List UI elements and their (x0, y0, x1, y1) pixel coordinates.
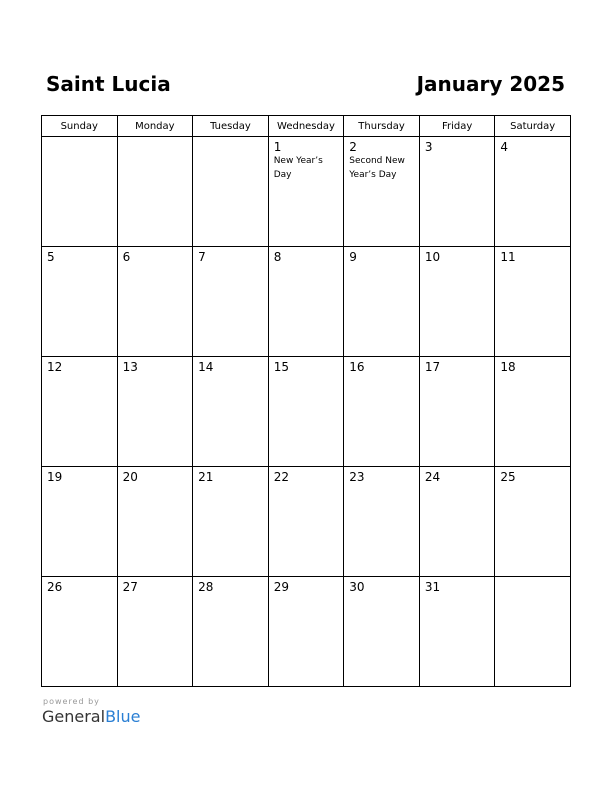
day-number: 31 (424, 580, 441, 594)
day-cell (42, 357, 118, 467)
day-number: 20 (122, 470, 138, 484)
day-number: 28 (198, 580, 214, 594)
day-cell (344, 137, 420, 247)
weekday-header-row (42, 116, 571, 137)
brand-name-general: General (42, 707, 106, 726)
week-row (42, 467, 571, 577)
country-title: Saint Lucia (46, 72, 171, 96)
day-number: 23 (349, 470, 365, 484)
day-cell (193, 467, 269, 577)
day-number (495, 577, 570, 580)
day-number: 6 (122, 250, 131, 264)
day-cell (495, 357, 571, 467)
holiday-label: Second New Year’s Day (349, 156, 405, 180)
weekday-header: Saturday (495, 116, 571, 137)
day-number: 2 (349, 140, 357, 154)
day-cell (42, 577, 118, 687)
day-cell (268, 137, 344, 247)
day-cell (495, 137, 571, 247)
day-cell (117, 137, 193, 247)
day-cell (268, 467, 344, 577)
day-number: 25 (500, 470, 516, 484)
day-number: 11 (500, 250, 516, 264)
day-number: 8 (273, 250, 282, 264)
day-cell (495, 577, 571, 687)
day-cell (495, 247, 571, 357)
day-cell (117, 357, 193, 467)
week-row (42, 247, 571, 357)
day-number: 9 (349, 250, 357, 264)
week-row (42, 357, 571, 467)
day-cell (344, 247, 420, 357)
day-cell (268, 577, 344, 687)
day-cell (193, 137, 269, 247)
day-number (193, 137, 268, 140)
powered-by-label: powered by (43, 697, 100, 706)
day-number: 16 (349, 360, 365, 374)
day-number: 15 (273, 360, 289, 374)
weekday-header: Friday (419, 116, 495, 137)
month-year-title: January 2025 (416, 72, 565, 96)
day-cell (268, 247, 344, 357)
day-number (118, 137, 193, 140)
weekday-header: Sunday (42, 116, 118, 137)
week-row (42, 137, 571, 247)
day-cell (419, 467, 495, 577)
day-cell (419, 247, 495, 357)
day-number: 21 (198, 470, 214, 484)
day-number: 27 (122, 580, 138, 594)
day-cell (344, 577, 420, 687)
day-number: 19 (47, 470, 63, 484)
day-number: 4 (500, 140, 509, 154)
day-number (42, 137, 117, 140)
day-cell (419, 137, 495, 247)
day-cell (193, 357, 269, 467)
brand-logo[interactable] (42, 707, 140, 727)
day-number: 18 (500, 360, 516, 374)
day-cell (42, 137, 118, 247)
day-cell (117, 577, 193, 687)
day-number: 5 (47, 250, 55, 264)
day-cell (268, 357, 344, 467)
week-row (42, 577, 571, 687)
day-number: 17 (424, 360, 441, 374)
calendar-grid (41, 115, 571, 687)
weekday-header: Thursday (344, 116, 420, 137)
weekday-header: Wednesday (268, 116, 344, 137)
day-cell (495, 467, 571, 577)
day-cell (117, 247, 193, 357)
day-number: 24 (424, 470, 441, 484)
day-number: 12 (47, 360, 63, 374)
day-number: 30 (349, 580, 365, 594)
day-number: 22 (273, 470, 289, 484)
brand-name-blue: Blue (105, 707, 141, 726)
day-cell (344, 357, 420, 467)
day-number: 26 (47, 580, 63, 594)
weekday-header: Tuesday (193, 116, 269, 137)
day-cell (344, 467, 420, 577)
day-cell (193, 247, 269, 357)
day-cell (419, 577, 495, 687)
day-number: 1 (273, 140, 282, 154)
footer-branding (42, 696, 140, 727)
day-cell (193, 577, 269, 687)
day-number: 3 (424, 140, 433, 154)
day-cell (42, 247, 118, 357)
day-number: 13 (122, 360, 138, 374)
day-number: 14 (198, 360, 214, 374)
day-cell (419, 357, 495, 467)
day-cell (117, 467, 193, 577)
day-number: 7 (198, 250, 206, 264)
day-cell (42, 467, 118, 577)
holiday-label: New Year’s Day (273, 156, 323, 180)
weekday-header: Monday (117, 116, 193, 137)
day-number: 29 (273, 580, 289, 594)
day-number: 10 (424, 250, 441, 264)
